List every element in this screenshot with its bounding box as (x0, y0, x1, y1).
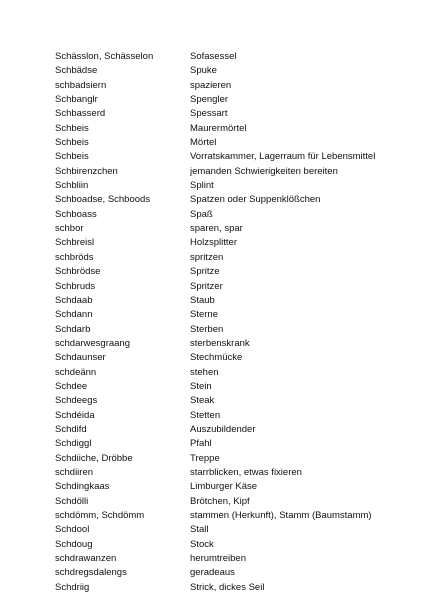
glossary-row (55, 294, 415, 308)
dialect-term: Schbasserd (55, 108, 106, 120)
glossary-row (55, 150, 415, 164)
standard-german-meaning: Maurermörtel (190, 122, 247, 134)
dialect-term: Schbädse (55, 65, 98, 77)
standard-german-meaning: herumtreiben (190, 553, 246, 565)
dialect-term: Schboass (55, 208, 97, 220)
dialect-term: Schbirenzchen (55, 165, 118, 177)
standard-german-meaning: Brötchen, Kipf (190, 495, 250, 507)
standard-german-meaning: Spritzer (190, 280, 223, 292)
standard-german-meaning: Pfahl (190, 438, 212, 450)
standard-german-meaning: starrblicken, etwas fixieren (190, 466, 302, 478)
dialect-term: Schdifd (55, 423, 87, 435)
standard-german-meaning: Steak (190, 395, 215, 407)
dialect-term: schdömm, Schdömm (55, 510, 145, 521)
dialect-term: Schbeis (55, 137, 89, 149)
dialect-term: Schdarb (55, 323, 91, 335)
glossary-row (55, 409, 415, 423)
standard-german-meaning: Spatzen oder Suppenklößchen (190, 194, 321, 206)
dialect-term: Schdiggl (55, 438, 92, 450)
standard-german-meaning: Stall (190, 524, 209, 536)
glossary-row (55, 165, 415, 179)
dialect-term: Schbeis (55, 122, 89, 134)
standard-german-meaning: Spuke (190, 65, 217, 77)
glossary-row (55, 380, 415, 394)
standard-german-meaning: Stechmücke (190, 352, 243, 364)
standard-german-meaning: Sterne (190, 309, 218, 321)
glossary-row (55, 394, 415, 408)
standard-german-meaning: Limburger Käse (190, 481, 258, 493)
dialect-term: Schdoug (55, 538, 93, 550)
standard-german-meaning: geradeaus (190, 567, 235, 579)
standard-german-meaning: Spaß (190, 208, 213, 220)
dialect-term: Schdaab (55, 294, 93, 306)
glossary-row (55, 538, 415, 552)
glossary-row (55, 107, 415, 121)
glossary-row (55, 50, 415, 64)
glossary-row (55, 523, 415, 537)
dialect-term: Schbruds (55, 280, 96, 292)
dialect-term: schdrawanzen (55, 553, 117, 565)
glossary-row (55, 509, 415, 523)
glossary-row (55, 251, 415, 265)
glossary-row (55, 581, 415, 595)
dialect-term: Schboadse, Schboods (55, 194, 151, 206)
glossary-row (55, 552, 415, 566)
glossary-row (55, 222, 415, 236)
standard-german-meaning: Staub (190, 294, 215, 306)
dialect-term: Schbeis (55, 151, 89, 163)
glossary-row (55, 308, 415, 322)
dialect-term: schbadsiern (55, 79, 107, 91)
glossary-row (55, 466, 415, 480)
dialect-term: Schdool (55, 524, 90, 536)
dialect-term: Schdingkaas (55, 481, 110, 493)
standard-german-meaning: Splint (190, 180, 214, 192)
glossary-row (55, 136, 415, 150)
dialect-term: Schbrödse (55, 266, 101, 278)
glossary-row (55, 280, 415, 294)
standard-german-meaning: Auszubildender (190, 423, 256, 435)
dialect-term: schdarwesgraang (55, 337, 130, 349)
glossary-row (55, 208, 415, 222)
glossary-row (55, 452, 415, 466)
dialect-term: Schdéida (55, 409, 95, 421)
glossary-row (55, 93, 415, 107)
standard-german-meaning: Spessart (190, 108, 228, 120)
standard-german-meaning: Stetten (190, 409, 221, 421)
dialect-term: Schdeegs (55, 395, 98, 407)
glossary-row (55, 480, 415, 494)
standard-german-meaning: Stock (190, 538, 214, 550)
glossary-row (55, 193, 415, 207)
dialect-term: schbor (55, 223, 84, 235)
glossary-row (55, 495, 415, 509)
standard-german-meaning: Mörtel (190, 137, 217, 149)
standard-german-meaning: stehen (190, 366, 219, 378)
dialect-term: schbröds (55, 251, 94, 263)
standard-german-meaning: Sterben (190, 323, 224, 335)
dialect-term: schdregsdalengs (55, 567, 127, 579)
glossary-row (55, 437, 415, 451)
glossary-row (55, 64, 415, 78)
standard-german-meaning: spazieren (190, 79, 232, 91)
glossary-row (55, 122, 415, 136)
glossary-row (55, 323, 415, 337)
glossary-row (55, 337, 415, 351)
standard-german-meaning: Treppe (190, 452, 220, 464)
standard-german-meaning: Sofasessel (190, 51, 237, 62)
glossary-row (55, 79, 415, 93)
dialect-term: schdiiren (55, 466, 94, 478)
glossary-row (55, 351, 415, 365)
dialect-term: Schdiiche, Dröbbe (55, 452, 133, 464)
glossary-row (55, 423, 415, 437)
standard-german-meaning: spritzen (190, 251, 224, 263)
standard-german-meaning: Vorratskammer, Lagerraum für Lebensmittel (190, 151, 376, 163)
standard-german-meaning: jemanden Schwierigkeiten bereiten (190, 165, 338, 177)
dialect-term: Schässlon, Schässelon (55, 51, 154, 62)
dialect-term: Schdriig (55, 581, 90, 593)
glossary-row (55, 265, 415, 279)
standard-german-meaning: Strick, dickes Seil (190, 581, 265, 593)
glossary-list (55, 50, 415, 595)
dialect-term: Schdann (55, 309, 93, 321)
dialect-term: Schbreisl (55, 237, 95, 249)
standard-german-meaning: Spritze (190, 266, 220, 278)
glossary-row (55, 236, 415, 250)
standard-german-meaning: sterbenskrank (190, 337, 250, 349)
standard-german-meaning: Holzsplitter (190, 237, 237, 249)
dialect-term: schdeänn (55, 366, 97, 378)
dialect-term: Schbliin (55, 180, 89, 192)
standard-german-meaning: stammen (Herkunft), Stamm (Baumstamm) (190, 510, 372, 521)
glossary-row (55, 566, 415, 580)
dialect-term: Schdee (55, 380, 88, 392)
standard-german-meaning: Spengler (190, 94, 229, 106)
glossary-row (55, 179, 415, 193)
standard-german-meaning: Stein (190, 380, 212, 392)
dialect-term: Schdölli (55, 495, 89, 507)
standard-german-meaning: sparen, spar (190, 223, 243, 235)
dialect-term: Schbanglr (55, 94, 98, 106)
dialect-term: Schdaunser (55, 352, 106, 364)
glossary-row (55, 366, 415, 380)
